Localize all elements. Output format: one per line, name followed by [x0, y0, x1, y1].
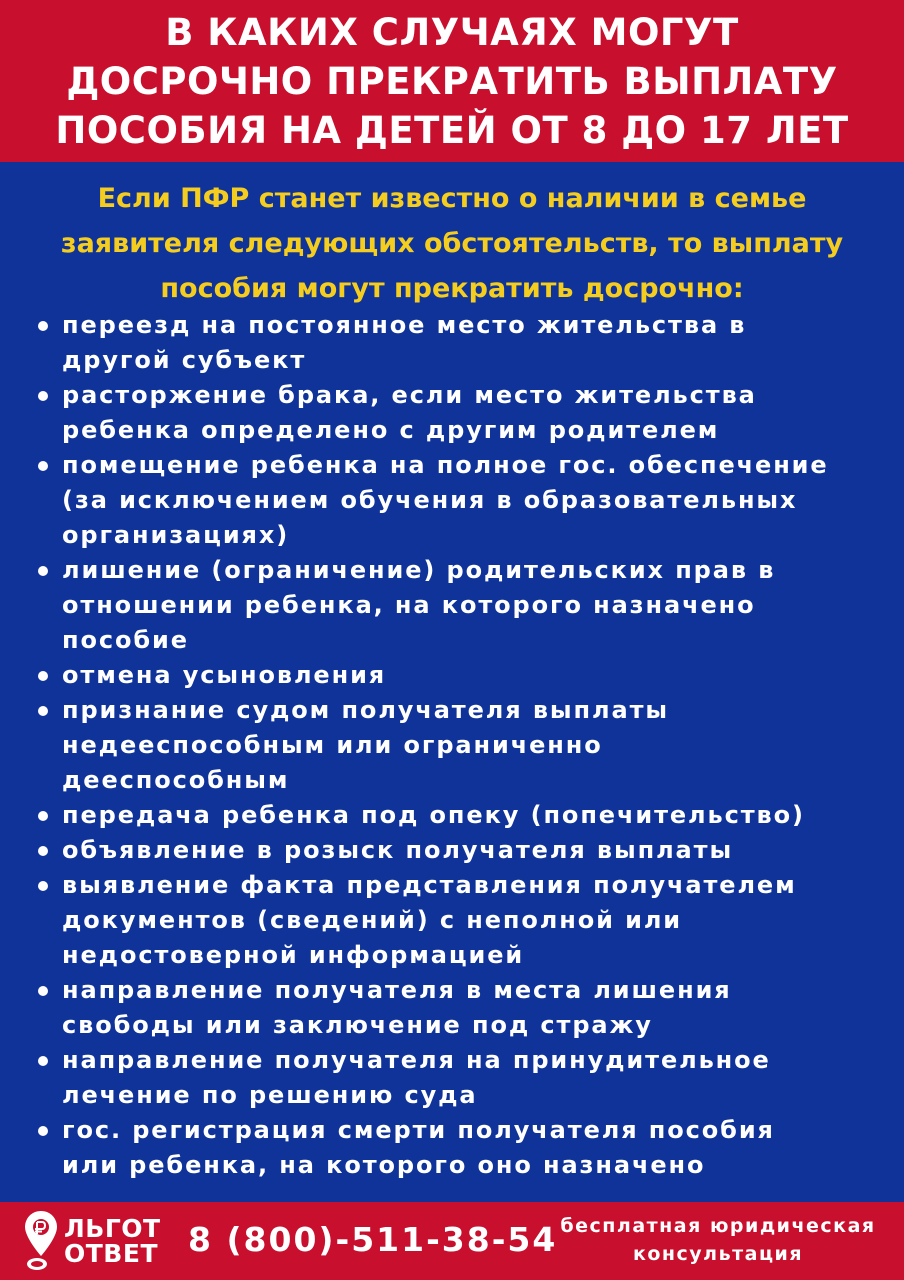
logo-word: ОТВЕТ: [64, 1239, 158, 1268]
list-item-line: ребенка определено с другим родителем: [62, 416, 720, 444]
bullet-dot-icon: [38, 461, 48, 471]
list-item: [34, 1043, 884, 1113]
intro-text: [0, 176, 904, 311]
bullet-dot-icon: [38, 1126, 48, 1136]
list-item: [34, 378, 884, 448]
list-item-line: другой субъект: [62, 346, 307, 374]
list-item-line: помещение ребенка на полное гос. обеспечение: [62, 451, 829, 479]
list-item-line: расторжение брака, если место жительства: [62, 381, 757, 409]
map-pin-ruble-icon: [22, 1208, 64, 1274]
list-item-line: дееспособным: [62, 766, 290, 794]
header-banner: [0, 0, 904, 162]
bullet-dot-icon: [38, 881, 48, 891]
list-item-line: переезд на постоянное место жительства в: [62, 311, 747, 339]
circumstances-list: [34, 308, 884, 1183]
bullet-dot-icon: [38, 391, 48, 401]
bullet-dot-icon: [38, 811, 48, 821]
list-item-line: или ребенка, на которого оно назначено: [62, 1151, 706, 1179]
list-item-line: отношении ребенка, на которого назначено: [62, 591, 756, 619]
list-item-line: гос. регистрация смерти получателя пособия: [62, 1116, 775, 1144]
list-item-line: пособие: [62, 626, 189, 654]
footer-bar: [0, 1202, 904, 1280]
consultation-line: бесплатная юридическая: [560, 1215, 876, 1237]
logo: [22, 1208, 182, 1274]
list-item-line: выявление факта представления получателем: [62, 871, 797, 899]
list-item-line: передача ребенка под опеку (попечительство): [62, 801, 805, 829]
list-item: [34, 868, 884, 973]
list-item-line: документов (сведений) с неполной или: [62, 906, 683, 934]
list-item-line: недееспособным или ограниченно: [62, 731, 603, 759]
list-item-line: лечение по решению суда: [62, 1081, 478, 1109]
consultation-line: консультация: [632, 1243, 804, 1265]
list-item: [34, 308, 884, 378]
list-item-line: отмена усыновления: [62, 661, 387, 689]
consultation-text: [548, 1212, 888, 1268]
logo-word: ЛЬГОТ: [64, 1214, 161, 1243]
bullet-dot-icon: [38, 846, 48, 856]
list-item: [34, 1113, 884, 1183]
bullet-dot-icon: [38, 671, 48, 681]
list-item: [34, 693, 884, 798]
bullet-dot-icon: [38, 321, 48, 331]
intro-line: пособия могут прекратить досрочно:: [160, 273, 744, 304]
list-item-line: организациях): [62, 521, 290, 549]
list-item-line: свободы или заключение под стражу: [62, 1011, 653, 1039]
phone-number[interactable]: 8 (800)-511-38-54: [188, 1220, 558, 1259]
list-item-line: недостоверной информацией: [62, 941, 525, 969]
title-line: ДОСРОЧНО ПРЕКРАТИТЬ ВЫПЛАТУ: [66, 59, 838, 103]
list-item-line: направление получателя на принудительное: [62, 1046, 771, 1074]
bullet-dot-icon: [38, 1056, 48, 1066]
list-item-line: объявление в розыск получателя выплаты: [62, 836, 734, 864]
list-item-line: лишение (ограничение) родительских прав в: [62, 556, 776, 584]
list-item-line: признание судом получателя выплаты: [62, 696, 670, 724]
title-line: ПОСОБИЯ НА ДЕТЕЙ ОТ 8 ДО 17 ЛЕТ: [55, 108, 849, 152]
list-item: [34, 448, 884, 553]
bullet-dot-icon: [38, 566, 48, 576]
title-line: В КАКИХ СЛУЧАЯХ МОГУТ: [165, 10, 739, 54]
list-item: [34, 658, 884, 693]
list-item: [34, 553, 884, 658]
logo-text: [64, 1216, 161, 1266]
intro-line: заявителя следующих обстоятельств, то выплату: [60, 228, 844, 259]
list-item: [34, 798, 884, 833]
bullet-dot-icon: [38, 706, 48, 716]
list-item-line: направление получателя в места лишения: [62, 976, 732, 1004]
list-item: [34, 973, 884, 1043]
intro-line: Если ПФР станет известно о наличии в семье: [97, 183, 807, 214]
list-item-line: (за исключением обучения в образовательных: [62, 486, 798, 514]
list-item: [34, 833, 884, 868]
bullet-dot-icon: [38, 986, 48, 996]
content-panel: [0, 162, 904, 1202]
